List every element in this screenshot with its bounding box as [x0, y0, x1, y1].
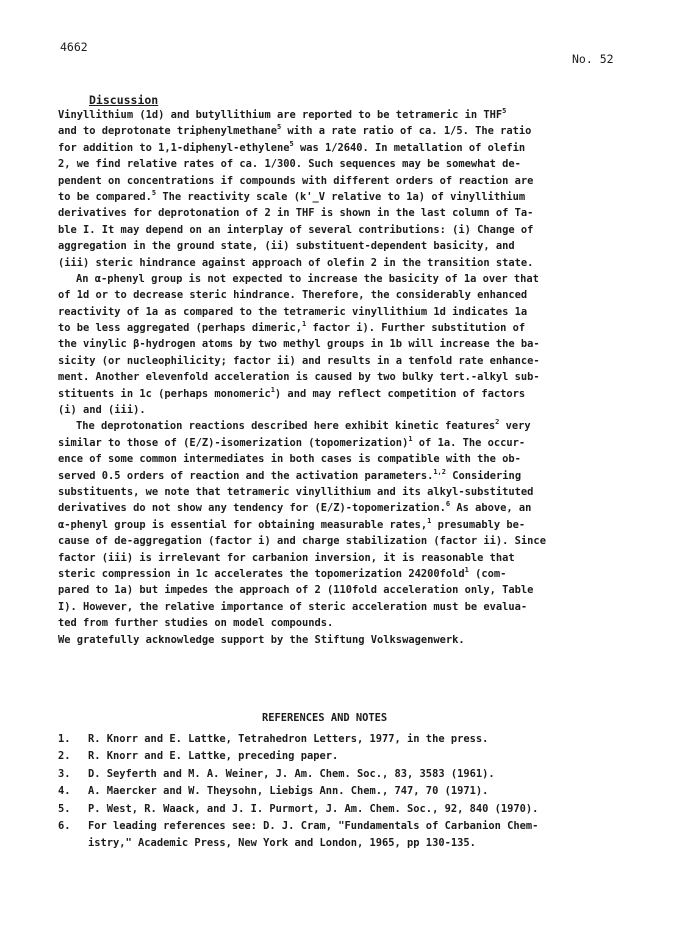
body-line: Vinyllithium (1d) and butyllithium are reported to be tetrameric in THF$^5$	[58, 107, 507, 121]
body-line: 2, we find relative rates of ca. 1/300. Such sequences may be somewhat de-	[58, 158, 521, 171]
body-line: α-phenyl group is essential for obtaining measurable rates,$^1$ presumably be-	[58, 516, 526, 531]
body-line: to be less aggregated (perhaps dimeric,$^1$ factor i). Further substitution of	[58, 320, 526, 335]
body-line: derivatives do not show any tendency for (E/Z)-topomerization.$^6$ As above, an	[58, 500, 532, 515]
references-list	[58, 731, 638, 853]
body-line: served 0.5 orders of reaction and the activation parameters.$^{1,2}$ Considering	[58, 467, 522, 482]
reference-text: R. Knorr and E. Lattke, Tetrahedron Letters, 1977, in the press.	[88, 733, 489, 745]
body-line: sicity (or nucleophilicity; factor ii) and results in a tenfold rate enhance-	[58, 354, 540, 367]
body-line: derivatives for deprotonation of 2 in THF is shown in the last column of Ta-	[58, 207, 534, 220]
reference-continuation: istry," Academic Press, New York and London, 1965, pp 130-135.	[88, 837, 476, 850]
reference-item	[58, 801, 638, 818]
reference-item	[58, 818, 638, 835]
body-line: ment. Another elevenfold acceleration is caused by two bulky tert.-alkyl sub-	[58, 371, 540, 384]
body-line: steric compression in 1c accelerates the topomerization 24200fold$^1$ (com-	[58, 565, 507, 580]
body-line: factor (iii) is irrelevant for carbanion inversion, it is reasonable that	[58, 551, 515, 564]
body-line: reactivity of 1a as compared to the tetrameric vinyllithium 1d indicates 1a	[58, 305, 528, 318]
body-line: similar to those of (E/Z)-isomerization (topomerization)$^1$ of 1a. The occur-	[58, 434, 526, 449]
body-line: and to deprotonate triphenylmethane$^5$ with a rate ratio of ca. 1/5. The ratio	[58, 123, 532, 138]
reference-number: 4.	[58, 785, 71, 798]
reference-item	[58, 731, 638, 748]
body-line: The deprotonation reactions described here exhibit kinetic features$^2$ very	[76, 418, 531, 433]
reference-number: 5.	[58, 802, 71, 815]
body-line: pared to 1a) but impedes the approach of 2 (110fold acceleration only, Table	[58, 584, 534, 597]
body-line: ted from further studies on model compounds.	[58, 617, 334, 630]
reference-number: 1.	[58, 733, 71, 745]
reference-text: P. West, R. Waack, and J. I. Purmort, J. Am. Chem. Soc., 92, 840 (1970).	[88, 802, 539, 815]
body-line: ble I. It may depend on an interplay of several contributions: (i) Change of	[58, 223, 534, 236]
acknowledgement: We gratefully acknowledge support by the Stiftung Volkswagenwerk.	[58, 633, 465, 646]
body-line: aggregation in the ground state, (ii) substituent-dependent basicity, and	[58, 240, 515, 253]
body-line: pendent on concentrations if compounds with different orders of reaction are	[58, 174, 534, 187]
section-heading: Discussion	[89, 93, 159, 107]
reference-number: 6.	[58, 820, 71, 833]
reference-item	[58, 766, 638, 783]
body-line: (i) and (iii).	[58, 404, 146, 417]
body-line: stituents in 1c (perhaps monomeric$^1$) and may reflect competition of factors	[58, 385, 526, 400]
reference-text: D. Seyferth and M. A. Weiner, J. Am. Chem. Soc., 83, 3583 (1961).	[88, 767, 495, 780]
body-line: ence of some common intermediates in both cases is compatible with the ob-	[58, 453, 521, 466]
reference-item	[58, 783, 638, 800]
body-line: for addition to 1,1-diphenyl-ethylene$^5$ was 1/2640. In metallation of olefin	[58, 139, 526, 154]
reference-number: 2.	[58, 750, 71, 763]
reference-text: R. Knorr and E. Lattke, preceding paper.	[88, 750, 339, 763]
body-line: (iii) steric hindrance against approach of olefin 2 in the transition state.	[58, 256, 534, 269]
reference-number: 3.	[58, 767, 71, 780]
page-number: 4662	[60, 40, 88, 54]
body-line: the vinylic β-hydrogen atoms by two methyl groups in 1b will increase the ba-	[58, 338, 540, 351]
body-line: I). However, the relative importance of steric acceleration must be evalua-	[58, 600, 528, 613]
body-line: of 1d or to decrease steric hindrance. Therefore, the considerably enhanced	[58, 289, 528, 302]
reference-item	[58, 748, 638, 765]
discussion-body	[58, 107, 638, 648]
reference-text: A. Maercker and W. Theysohn, Liebigs Ann. Chem., 747, 70 (1971).	[88, 785, 489, 798]
body-line: cause of de-aggregation (factor i) and charge stabilization (factor ii). Since	[58, 535, 546, 548]
references-title: REFERENCES AND NOTES	[262, 712, 388, 724]
body-line: substituents, we note that tetrameric vinyllithium and its alkyl-substituted	[58, 485, 534, 498]
issue-number: No. 52	[572, 52, 614, 66]
body-line: to be compared.$^5$ The reactivity scale (k'_V relative to 1a) of vinyllithium	[58, 188, 526, 203]
reference-text: For leading references see: D. J. Cram, "Fundamentals of Carbanion Chem-	[88, 820, 539, 833]
body-line: An α-phenyl group is not expected to increase the basicity of 1a over that	[76, 272, 539, 285]
